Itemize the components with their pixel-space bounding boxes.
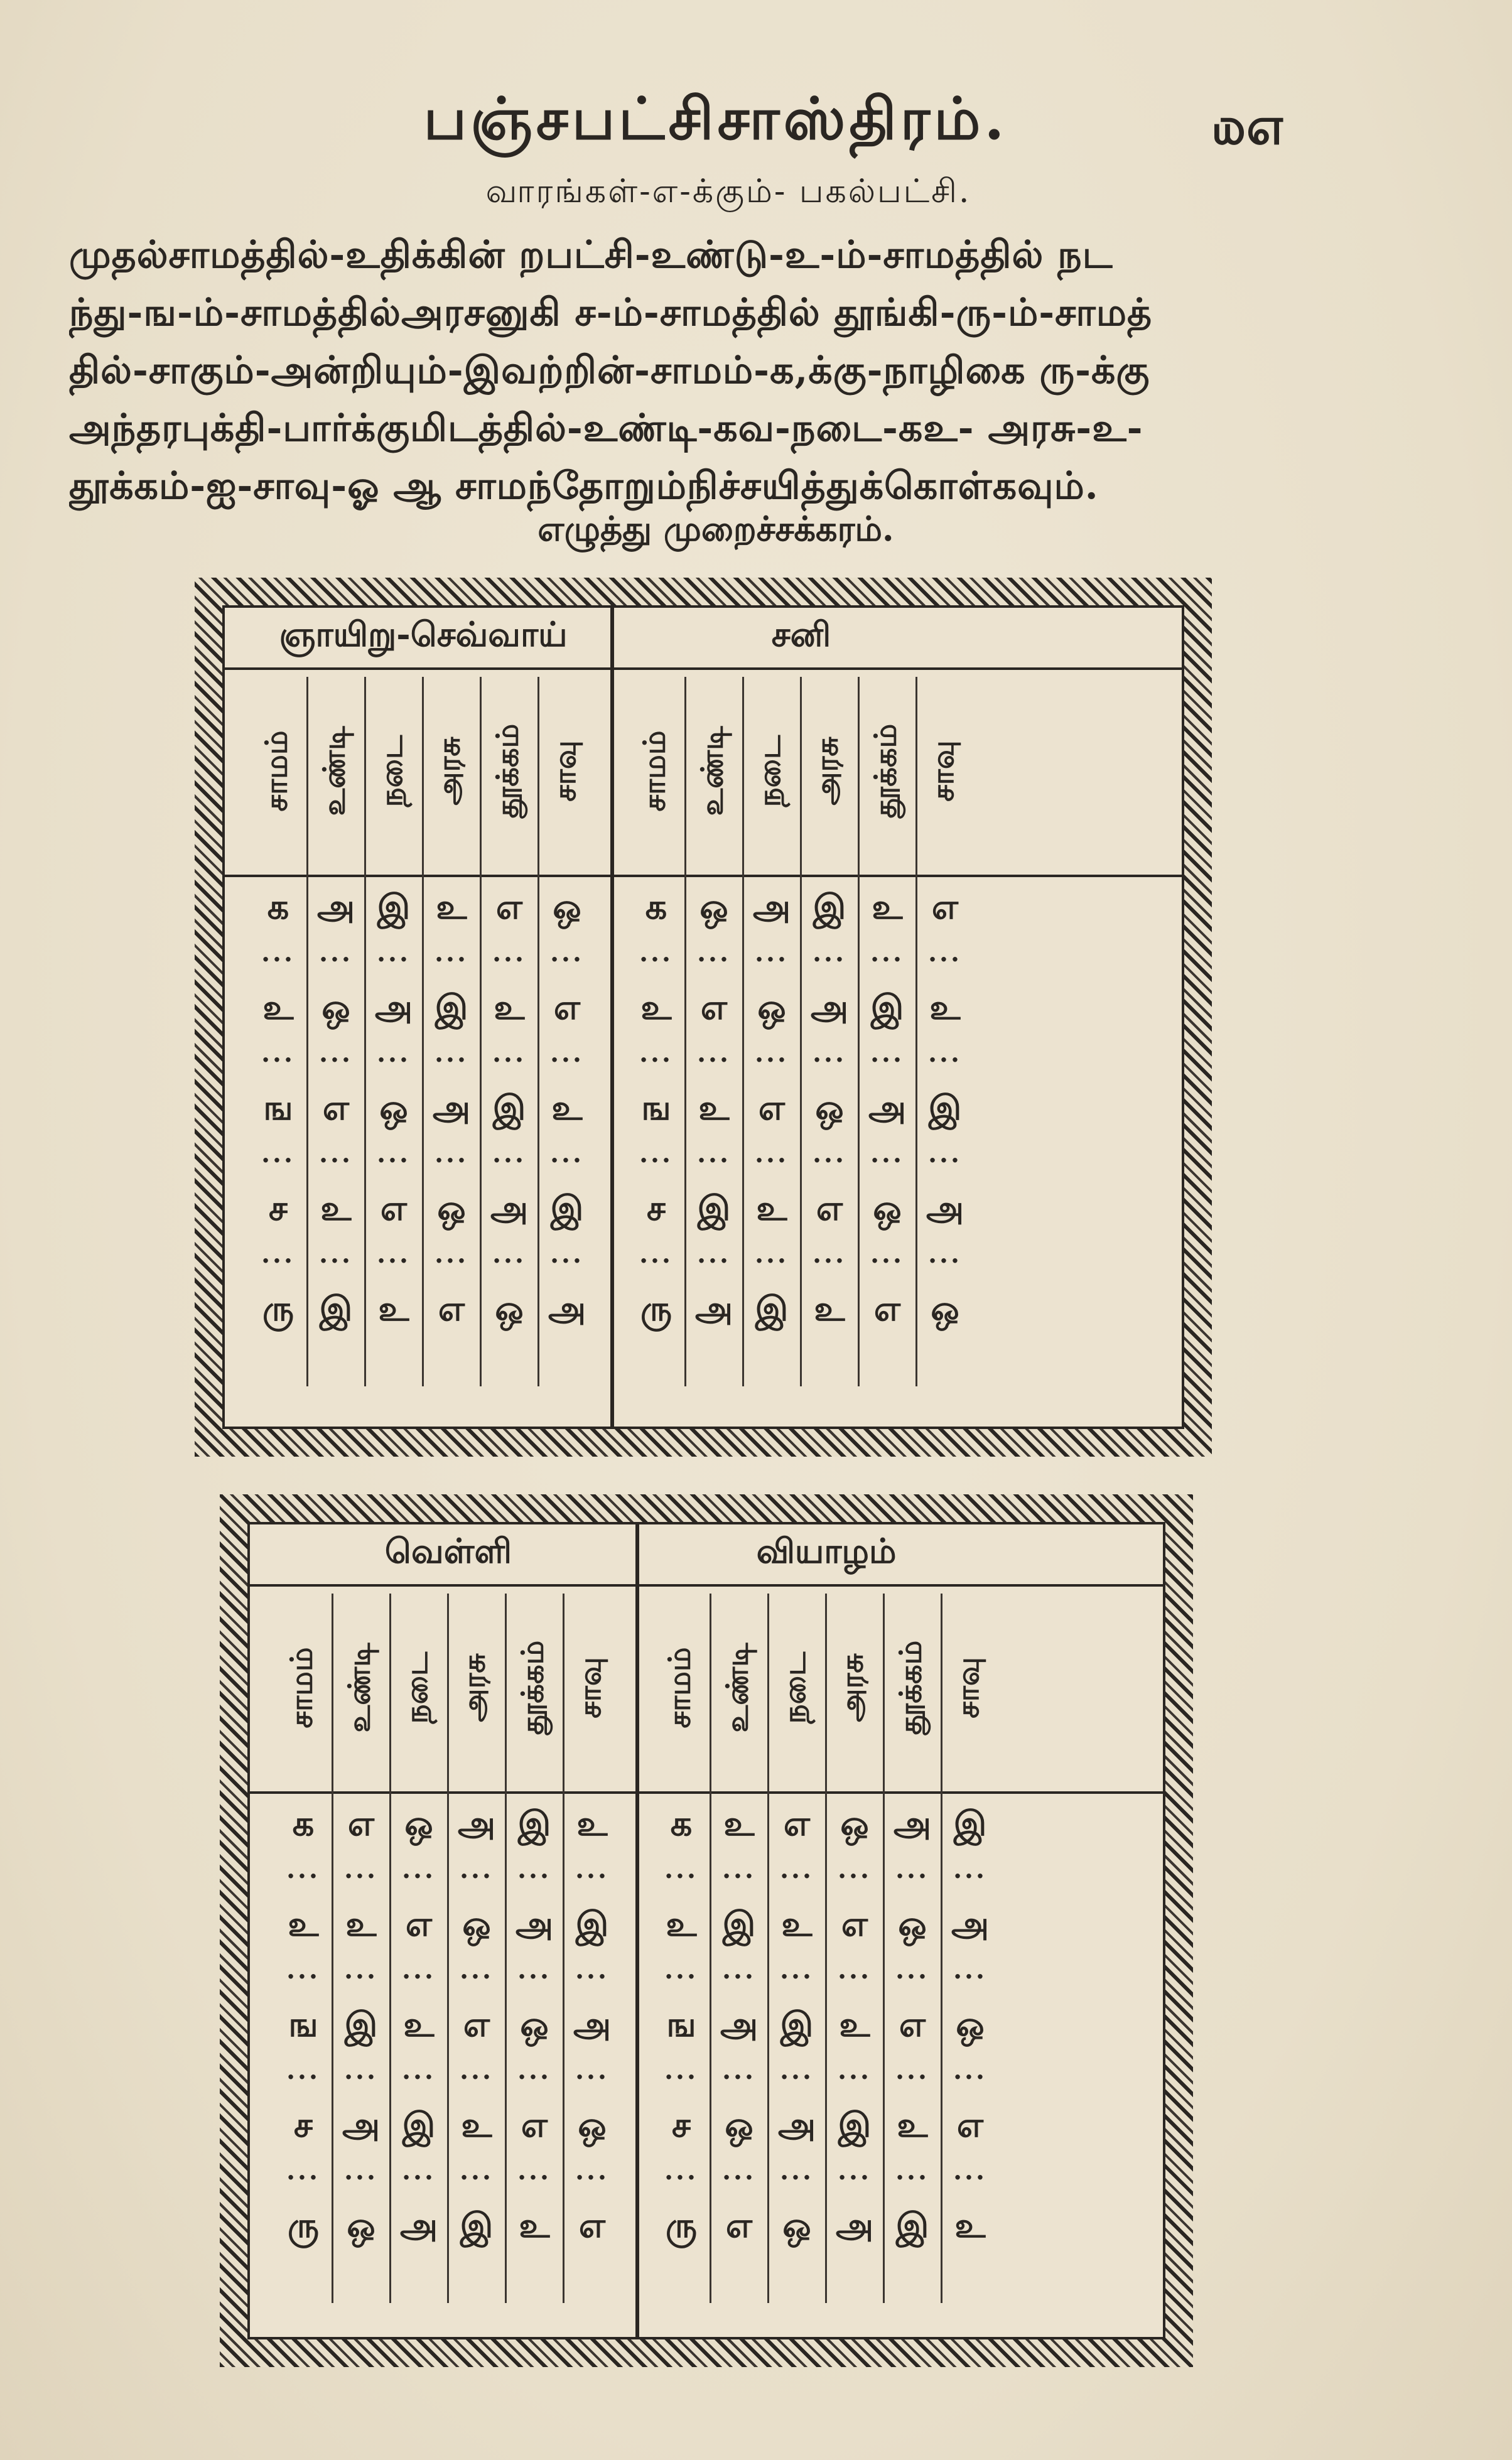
- table-cell: எ: [578, 2205, 606, 2245]
- paragraph-line: தில்-சாகும்-அன்றியும்-இவற்றின்-சாமம்-க,க்கு-நாழிகை ரு-க்கு: [69, 348, 1150, 392]
- column-header-label: சாவு: [926, 740, 961, 802]
- table-cell: அ: [399, 2205, 438, 2245]
- table-cell: ஒ: [956, 2004, 985, 2044]
- table-cell: அ: [893, 1803, 931, 1843]
- table-cell: அ: [374, 987, 413, 1027]
- table-cell: எ: [841, 1904, 868, 1944]
- table-cell: எ: [438, 1288, 465, 1329]
- column-header-label: அரசு: [835, 1653, 871, 1722]
- dot-separator: ···: [953, 2062, 987, 2092]
- column-header: [333, 1594, 389, 1782]
- table-cell: ங: [641, 1087, 671, 1128]
- column-header-label: தூக்கம்: [515, 1640, 551, 1735]
- dot-separator: ···: [286, 2162, 320, 2193]
- dot-separator: ···: [575, 1861, 609, 1891]
- table-cell: அ: [810, 987, 848, 1027]
- table-cell: அ: [694, 1288, 733, 1329]
- table-cell: இ: [780, 2004, 814, 2044]
- table-cell: உ: [403, 2004, 435, 2044]
- dot-separator: ···: [928, 944, 962, 974]
- column-header: [308, 677, 364, 865]
- dot-separator: ···: [286, 1961, 320, 1992]
- table-cell: ரு: [287, 2205, 320, 2245]
- table-title-rule: [250, 1584, 1163, 1587]
- table-cell: உ: [698, 1087, 730, 1128]
- dot-separator: ···: [838, 1961, 872, 1992]
- dot-separator: ···: [870, 944, 904, 974]
- table-cell: எ: [899, 2004, 926, 2044]
- column-header-label: சாவு: [548, 740, 583, 802]
- dot-separator: ···: [492, 1246, 526, 1276]
- dot-separator: ···: [664, 1861, 698, 1891]
- column-header: [423, 677, 480, 865]
- dot-separator: ···: [928, 1145, 962, 1175]
- table-cell: க: [292, 1803, 315, 1843]
- table-cell: இ: [953, 1803, 987, 1843]
- table-cell: எ: [380, 1188, 408, 1228]
- table-cell: அ: [752, 887, 791, 927]
- table-cell: ஒ: [898, 1904, 927, 1944]
- table-cell: இ: [435, 987, 468, 1027]
- dot-separator: ···: [755, 1145, 789, 1175]
- table-cell: எ: [700, 987, 728, 1027]
- table-cell: க: [670, 1803, 693, 1843]
- table-left-title: ஞாயிறு-செவ்வாய்: [279, 614, 568, 654]
- column-header-label: சாமம்: [662, 1647, 697, 1729]
- dot-separator: ···: [697, 944, 731, 974]
- dot-separator: ···: [575, 2062, 609, 2092]
- table-header-rule: [225, 875, 1182, 877]
- dot-separator: ···: [575, 1961, 609, 1992]
- column-header: [884, 1594, 941, 1782]
- table-cell: எ: [553, 987, 581, 1027]
- dot-separator: ···: [639, 1145, 673, 1175]
- dot-separator: ···: [517, 2062, 551, 2092]
- intro-paragraph: [69, 226, 1363, 515]
- table-cell: இ: [460, 2205, 494, 2245]
- column-header: [250, 677, 306, 865]
- dot-separator: ···: [697, 1145, 731, 1175]
- table-cell: எ: [931, 887, 959, 927]
- table-cell: உ: [461, 2105, 492, 2145]
- table-cell: க: [645, 887, 667, 927]
- table-cell: உ: [345, 1904, 377, 1944]
- table-cell: எ: [725, 2205, 753, 2245]
- dot-separator: ···: [550, 944, 584, 974]
- column-header-label: தூக்கம்: [868, 723, 904, 819]
- column-header-label: சாவு: [573, 1657, 608, 1718]
- table-cell: உ: [814, 1288, 845, 1329]
- table-cell: இ: [813, 887, 846, 927]
- table-cell: அ: [457, 1803, 495, 1843]
- dot-separator: ···: [492, 1145, 526, 1175]
- table-center-divider: [610, 608, 614, 1427]
- dot-separator: ···: [377, 1145, 411, 1175]
- dot-separator: ···: [780, 2162, 814, 2193]
- table-cell: உ: [839, 2004, 870, 2044]
- dot-separator: ···: [639, 1045, 673, 1075]
- dot-separator: ···: [895, 2062, 929, 2092]
- table-cell: உ: [551, 1087, 583, 1128]
- dot-separator: ···: [319, 1246, 353, 1276]
- table-cell: ஒ: [520, 2004, 549, 2044]
- column-header: [686, 677, 742, 865]
- dot-separator: ···: [261, 1045, 295, 1075]
- table-cell: இ: [838, 2105, 872, 2145]
- dot-separator: ···: [895, 2162, 929, 2193]
- table-cell: எ: [816, 1188, 843, 1228]
- dot-separator: ···: [435, 1246, 468, 1276]
- chart-heading: எழுத்து முறைச்சக்கரம்.: [537, 509, 894, 549]
- table-cell: எ: [521, 2105, 548, 2145]
- dot-separator: ···: [460, 2162, 494, 2193]
- column-header-label: தூக்கம்: [490, 723, 526, 819]
- column-header-label: அரசு: [457, 1653, 493, 1722]
- page-title: பஞ்சபட்சிசாஸ்திரம்.: [423, 85, 1008, 153]
- column-header: [365, 677, 422, 865]
- table-cell: ஒ: [840, 1803, 869, 1843]
- dot-separator: ···: [517, 1961, 551, 1992]
- column-header-label: அரசு: [810, 736, 846, 806]
- table-cell: அ: [316, 887, 355, 927]
- table-cell: க: [267, 887, 289, 927]
- dot-separator: ···: [319, 1145, 353, 1175]
- table-cell: அ: [515, 1904, 553, 1944]
- table-cell: உ: [519, 2205, 550, 2245]
- table-cell: ங: [263, 1087, 293, 1128]
- table-cell: அ: [720, 2004, 758, 2044]
- table-cell: உ: [781, 1904, 813, 1944]
- table-cell: ஒ: [782, 2205, 811, 2245]
- dot-separator: ···: [780, 1861, 814, 1891]
- dot-separator: ···: [261, 944, 295, 974]
- table-cell: அ: [868, 1087, 906, 1128]
- dot-separator: ···: [550, 1045, 584, 1075]
- table-cell: உ: [872, 887, 903, 927]
- table-cell: உ: [320, 1188, 352, 1228]
- dot-separator: ···: [953, 2162, 987, 2193]
- dot-separator: ···: [344, 2062, 378, 2092]
- dot-separator: ···: [755, 944, 789, 974]
- table-cell: இ: [928, 1087, 962, 1128]
- table-cell: அ: [342, 2105, 380, 2145]
- dot-separator: ···: [895, 1861, 929, 1891]
- dot-separator: ···: [838, 1861, 872, 1891]
- dot-separator: ···: [664, 2062, 698, 2092]
- table-cell: உ: [576, 1803, 608, 1843]
- table-cell: இ: [895, 2205, 929, 2245]
- dot-separator: ···: [780, 1961, 814, 1992]
- column-header: [391, 1594, 447, 1782]
- dot-separator: ···: [838, 2062, 872, 2092]
- table-cell: ஒ: [873, 1188, 902, 1228]
- dot-separator: ···: [953, 1861, 987, 1891]
- dot-separator: ···: [286, 1861, 320, 1891]
- dot-separator: ···: [344, 2162, 378, 2193]
- table-cell: அ: [926, 1188, 964, 1228]
- table-cell: இ: [755, 1288, 789, 1329]
- dot-separator: ···: [319, 1045, 353, 1075]
- column-header-label: நடை: [752, 735, 788, 807]
- table-cell: இ: [319, 1288, 353, 1329]
- dot-separator: ···: [755, 1045, 789, 1075]
- table-cell: ஒ: [495, 1288, 524, 1329]
- dot-separator: ···: [575, 2162, 609, 2193]
- dot-separator: ···: [344, 1861, 378, 1891]
- dot-separator: ···: [460, 2062, 494, 2092]
- dot-separator: ···: [261, 1246, 295, 1276]
- dot-separator: ···: [402, 1861, 436, 1891]
- column-header: [859, 677, 915, 865]
- table-cell: உ: [723, 1803, 755, 1843]
- dot-separator: ···: [435, 1045, 468, 1075]
- table-cell: இ: [722, 1904, 756, 1944]
- letter-table-sun-tue-sat: [222, 605, 1184, 1429]
- column-header-label: தூக்கம்: [893, 1640, 929, 1735]
- table-cell: அ: [777, 2105, 816, 2145]
- table-cell: எ: [463, 2004, 490, 2044]
- column-header-label: நடை: [777, 1651, 813, 1724]
- column-header: [539, 677, 595, 865]
- table-cell: உ: [756, 1188, 787, 1228]
- table-cell: ஒ: [321, 987, 350, 1027]
- table-cell: ஒ: [462, 1904, 491, 1944]
- column-header: [942, 1594, 998, 1782]
- table-cell: எ: [347, 1803, 375, 1843]
- table-cell: ச: [672, 2105, 691, 2145]
- paragraph-line: முதல்சாமத்தில்-உதிக்கின் றபட்சி-உண்டு-உ-ம்-சாமத்தில் நட: [69, 233, 1113, 277]
- dot-separator: ···: [377, 1246, 411, 1276]
- table-cell: உ: [494, 987, 525, 1027]
- dot-separator: ···: [697, 1246, 731, 1276]
- table-title-rule: [225, 667, 1182, 670]
- table-cell: ஒ: [931, 1288, 959, 1329]
- table-cell: ஒ: [404, 1803, 433, 1843]
- dot-separator: ···: [664, 1961, 698, 1992]
- table-cell: ச: [269, 1188, 288, 1228]
- dot-separator: ···: [664, 2162, 698, 2193]
- dot-separator: ···: [813, 1045, 846, 1075]
- table-cell: அ: [573, 2004, 611, 2044]
- table-cell: உ: [288, 1904, 319, 1944]
- column-header-label: சாமம்: [284, 1647, 319, 1729]
- column-header-label: உண்டி: [720, 1643, 755, 1733]
- dot-separator: ···: [517, 2162, 551, 2193]
- table-cell: அ: [951, 1904, 989, 1944]
- table-cell: இ: [550, 1188, 584, 1228]
- dot-separator: ···: [928, 1045, 962, 1075]
- table-cell: ஒ: [437, 1188, 466, 1228]
- table-cell: உ: [436, 887, 467, 927]
- dot-separator: ···: [928, 1246, 962, 1276]
- table-cell: இ: [402, 2105, 436, 2145]
- dot-separator: ···: [813, 944, 846, 974]
- table-cell: ஒ: [699, 887, 728, 927]
- column-header: [628, 677, 684, 865]
- column-header: [743, 677, 800, 865]
- table-cell: இ: [870, 987, 904, 1027]
- table-cell: எ: [405, 1904, 433, 1944]
- table-cell: உ: [666, 1904, 697, 1944]
- dot-separator: ···: [435, 1145, 468, 1175]
- letter-table-fri-thu: [247, 1522, 1165, 2339]
- table-cell: எ: [495, 887, 523, 927]
- dot-separator: ···: [870, 1145, 904, 1175]
- table-cell: ங: [288, 2004, 318, 2044]
- dot-separator: ···: [870, 1246, 904, 1276]
- dot-separator: ···: [722, 1961, 756, 1992]
- paragraph-line: அந்தரபுக்தி-பார்க்குமிடத்தில்-உண்டி-கவ-நடை-கஉ- அரசு-உ-: [69, 406, 1143, 450]
- dot-separator: ···: [722, 1861, 756, 1891]
- table-cell: எ: [783, 1803, 811, 1843]
- table-cell: ஒ: [347, 2205, 375, 2245]
- ornate-frame-top: [195, 578, 1212, 1457]
- dot-separator: ···: [492, 944, 526, 974]
- dot-separator: ···: [402, 2062, 436, 2092]
- column-header: [801, 677, 858, 865]
- table-cell: அ: [490, 1188, 528, 1228]
- dot-separator: ···: [550, 1246, 584, 1276]
- table-cell: அ: [432, 1087, 470, 1128]
- dot-separator: ···: [755, 1246, 789, 1276]
- table-cell: உ: [262, 987, 294, 1027]
- page-subtitle: வாரங்கள்-எ-க்கும்- பகல்பட்சி.: [485, 173, 971, 210]
- column-header-label: சாவு: [951, 1657, 986, 1718]
- table-cell: எ: [758, 1087, 786, 1128]
- table-left-title: வெள்ளி: [384, 1531, 512, 1571]
- table-cell: உ: [929, 987, 961, 1027]
- column-header-label: சாமம்: [637, 730, 672, 812]
- dot-separator: ···: [460, 1861, 494, 1891]
- table-cell: இ: [517, 1803, 551, 1843]
- table-cell: எ: [322, 1087, 350, 1128]
- table-cell: ரு: [640, 1288, 672, 1329]
- table-cell: அ: [835, 2205, 873, 2245]
- column-header: [564, 1594, 620, 1782]
- page-number: ௰௭: [1212, 94, 1286, 156]
- paragraph-line: தூக்கம்-ஐ-சாவு-ஓ ஆ சாமந்தோறும்நிச்சயித்துக்கொள்கவும்.: [69, 464, 1099, 508]
- column-header: [481, 677, 537, 865]
- dot-separator: ···: [517, 1861, 551, 1891]
- table-cell: ஒ: [578, 2105, 607, 2145]
- dot-separator: ···: [344, 1961, 378, 1992]
- dot-separator: ···: [722, 2062, 756, 2092]
- column-header-label: உண்டி: [694, 726, 730, 816]
- table-cell: இ: [697, 1188, 731, 1228]
- dot-separator: ···: [895, 1961, 929, 1992]
- table-cell: ச: [294, 2105, 313, 2145]
- column-header: [275, 1594, 332, 1782]
- dot-separator: ···: [722, 2162, 756, 2193]
- table-cell: உ: [378, 1288, 409, 1329]
- column-header: [506, 1594, 563, 1782]
- dot-separator: ···: [953, 1961, 987, 1992]
- table-cell: இ: [492, 1087, 526, 1128]
- dot-separator: ···: [639, 1246, 673, 1276]
- paragraph-line: ந்து-ங-ம்-சாமத்தில்அரசனுகி ச-ம்-சாமத்தில் தூங்கி-ரு-ம்-சாமத்: [69, 291, 1153, 335]
- table-cell: ஒ: [379, 1087, 408, 1128]
- dot-separator: ···: [377, 1045, 411, 1075]
- column-header: [826, 1594, 883, 1782]
- table-right-title: சனி: [771, 614, 831, 654]
- table-cell: இ: [377, 887, 411, 927]
- column-header: [769, 1594, 825, 1782]
- column-header: [448, 1594, 505, 1782]
- table-cell: ஒ: [815, 1087, 844, 1128]
- dot-separator: ···: [319, 944, 353, 974]
- dot-separator: ···: [870, 1045, 904, 1075]
- table-cell: ரு: [262, 1288, 294, 1329]
- table-cell: உ: [897, 2105, 928, 2145]
- column-header-label: உண்டி: [316, 726, 352, 816]
- dot-separator: ···: [402, 1961, 436, 1992]
- table-cell: ரு: [665, 2205, 698, 2245]
- table-cell: ச: [647, 1188, 666, 1228]
- dot-separator: ···: [402, 2162, 436, 2193]
- dot-separator: ···: [460, 1961, 494, 1992]
- table-cell: இ: [575, 1904, 609, 1944]
- table-header-rule: [250, 1791, 1163, 1794]
- dot-separator: ···: [550, 1145, 584, 1175]
- column-header-label: நடை: [374, 735, 410, 807]
- table-cell: எ: [956, 2105, 984, 2145]
- table-right-title: வியாழம்: [756, 1531, 897, 1571]
- column-header-label: அரசு: [432, 736, 468, 806]
- column-header: [917, 677, 973, 865]
- table-cell: ங: [666, 2004, 696, 2044]
- table-cell: ஒ: [725, 2105, 753, 2145]
- dot-separator: ···: [286, 2062, 320, 2092]
- dot-separator: ···: [492, 1045, 526, 1075]
- table-center-divider: [635, 1524, 639, 2337]
- dot-separator: ···: [377, 944, 411, 974]
- column-header: [711, 1594, 767, 1782]
- dot-separator: ···: [639, 944, 673, 974]
- column-header-label: நடை: [399, 1651, 435, 1724]
- dot-separator: ···: [435, 944, 468, 974]
- table-cell: உ: [954, 2205, 986, 2245]
- dot-separator: ···: [697, 1045, 731, 1075]
- dot-separator: ···: [838, 2162, 872, 2193]
- table-cell: ஒ: [553, 887, 581, 927]
- table-cell: அ: [548, 1288, 586, 1329]
- table-cell: உ: [640, 987, 672, 1027]
- table-cell: ஒ: [757, 987, 786, 1027]
- table-cell: எ: [873, 1288, 901, 1329]
- column-header-label: உண்டி: [342, 1643, 377, 1733]
- dot-separator: ···: [261, 1145, 295, 1175]
- dot-separator: ···: [780, 2062, 814, 2092]
- table-cell: இ: [344, 2004, 378, 2044]
- column-header-label: சாமம்: [259, 730, 294, 812]
- dot-separator: ···: [813, 1246, 846, 1276]
- column-header: [653, 1594, 710, 1782]
- ornate-frame-bottom: [220, 1494, 1193, 2367]
- dot-separator: ···: [813, 1145, 846, 1175]
